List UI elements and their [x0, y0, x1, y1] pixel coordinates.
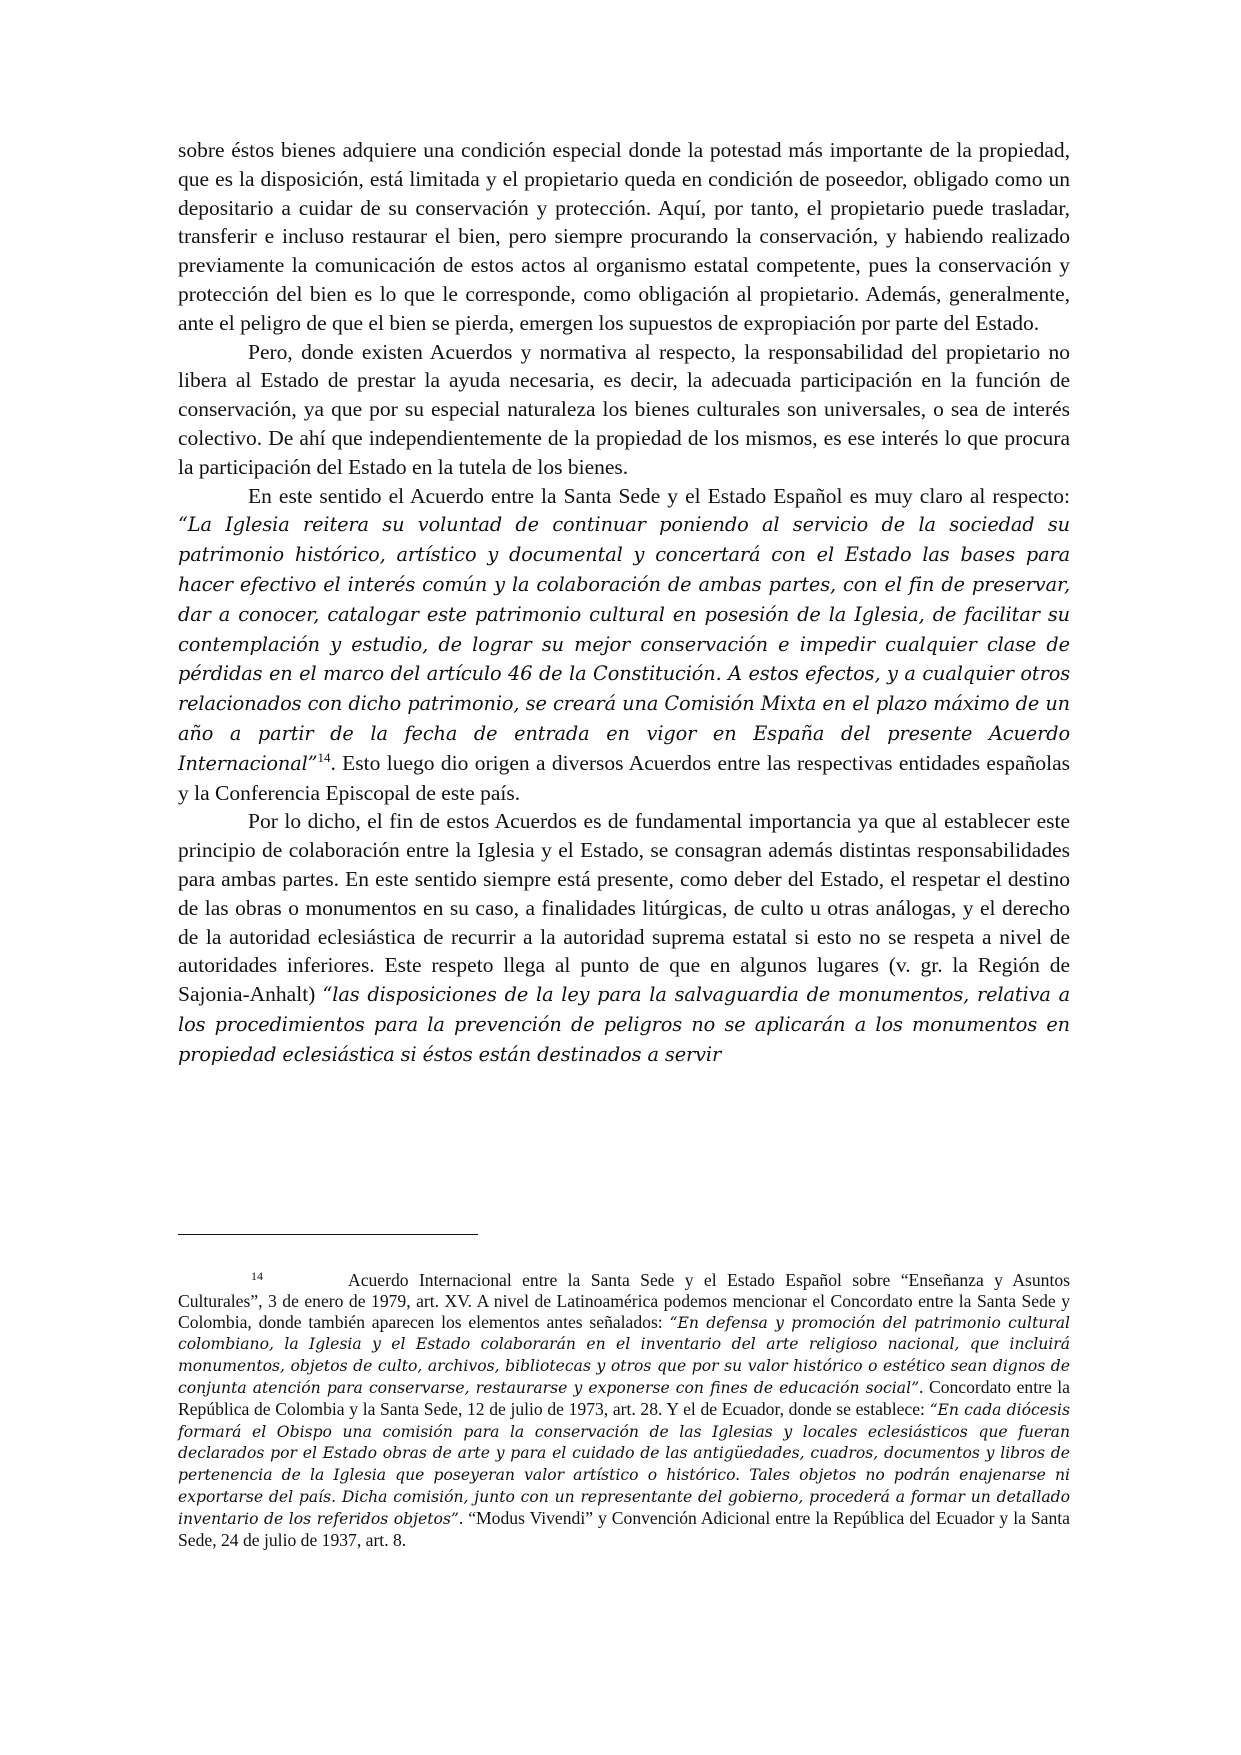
- law-quote: “las disposiciones de la ley para la salvaguardia de monumentos, relativa a los procedimientos para la prevención de peligros no se aplicarán a los monumentos en propiedad eclesiástica si éstos están destinados a servir: [178, 983, 1070, 1066]
- footnote-text-3: . “Modus Vivendi” y Convención Adicional entre la República del Ecuador y la Santa Sede, 24 de julio de 1937, art. 8.: [178, 1507, 1070, 1550]
- footnote-quote-colombia: “En defensa y promoción del patrimonio cultural colombiano, la Iglesia y el Estado colaborarán en el inventario del arte religioso nacional, que incluirá monumentos, objetos de culto, archivos, bibliotecas y otros que por su valor histórico o estético sean dignos de conjunta atención para conservarse, restaurarse y exponerse con fines de educación social”: [178, 1313, 1070, 1397]
- paragraph-3: [178, 482, 1070, 808]
- paragraph-3-lead: En este sentido el Acuerdo entre la Santa Sede y el Estado Español es muy claro al respecto:: [248, 483, 1070, 508]
- page-body: [178, 136, 1070, 1070]
- paragraph-4: [178, 807, 1070, 1069]
- footnote: 14 Acuerdo Internacional entre la Santa Sede y el Estado Español sobre “Enseñanza y Asuntos Culturales”, 3 de enero de 1979, art. XV. A nivel de Latinoamérica podemos mencionar el Concordato entre la Santa Sede y Colombia, donde también aparecen los elementos antes señalados: “En defensa y promoción del patrimonio cultural colombiano, la Iglesia y el Estado colaborarán en el inventario del arte religioso nacional, que incluirá monumentos, objetos de culto, archivos, bibliotecas y otros que por su valor histórico o estético sean dignos de conjunta atención para conservarse, restaurarse y exponerse con fines de educación social”. Concordato entre la República de Colombia y la Santa Sede, 12 de julio de 1973, art. 28. Y el de Ecuador, donde se establece: “En cada diócesis formará el Obispo una comisión para la conservación de las Iglesias y locales eclesiásticos que fueran declarados por el Estado obras de arte y para el cuidado de las antigüedades, cuadros, documentos y libros de pertenencia de la Iglesia que poseyeran valor artístico o histórico. Tales objetos no podrán enajenarse ni exportarse del país. Dicha comisión, junto con un representante del gobierno, procederá a formar un detallado inventario de los referidos objetos”. “Modus Vivendi” y Convención Adicional entre la República del Ecuador y la Santa Sede, 24 de julio de 1937, art. 8.: [178, 1269, 1070, 1550]
- footnote-text-1: Acuerdo Internacional entre la Santa Sede y el Estado Español sobre “Enseñanza y Asuntos Culturales”, 3 de enero de 1979, art. XV. A nivel de Latinoamérica podemos mencionar el Concordato entre la Santa Sede y Colombia, donde también aparecen los elementos antes señalados:: [178, 1270, 1070, 1332]
- footnote-separator: [178, 1234, 478, 1235]
- footnote-quote-ecuador: “En cada diócesis formará el Obispo una comisión para la conservación de las Iglesias y locales eclesiásticos que fueran declarados por el Estado obras de arte y para el cuidado de las antigüedades, cuadros, documentos y libros de pertenencia de la Iglesia que poseyeran valor artístico o histórico. Tales objetos no podrán enajenarse ni exportarse del país. Dicha comisión, junto con un representante del gobierno, procederá a formar un detallado inventario de los referidos objetos”: [178, 1400, 1070, 1528]
- footnote-reference[interactable]: 14: [317, 749, 331, 765]
- paragraph-1: sobre éstos bienes adquiere una condición especial donde la potestad más importante de la propiedad, que es la disposición, está limitada y el propietario queda en condición de poseedor, obligado como un depositario a cuidar de su conservación y protección. Aquí, por tanto, el propietario puede trasladar, transferir e incluso restaurar el bien, pero siempre procurando la conservación, y habiendo realizado previamente la comunicación de estos actos al organismo estatal competente, pues la conservación y protección del bien es lo que le corresponde, como obligación al propietario. Además, generalmente, ante el peligro de que el bien se pierda, emergen los supuestos de expropiación por parte del Estado.: [178, 138, 1070, 335]
- agreement-quote: “La Iglesia reitera su voluntad de continuar poniendo al servicio de la sociedad su patrimonio histórico, artístico y documental y concertará con el Estado las bases para hacer efectivo el interés común y la colaboración de ambas partes, con el fin de preservar, dar a conocer, catalogar este patrimonio cultural en posesión de la Iglesia, de facilitar su contemplación y estudio, de lograr su mejor conservación e impedir cualquier clase de pérdidas en el marco del artículo 46 de la Constitución. A estos efectos, y a cualquier otros relacionados con dicho patrimonio, se creará una Comisión Mixta en el plazo máximo de un año a partir de la fecha de entrada en vigor en España del presente Acuerdo Internacional”: [178, 513, 1070, 775]
- footnote-text-2: . Concordato entre la República de Colombia y la Santa Sede, 12 de julio de 1973, art. 28. Y el de Ecuador, donde se establece:: [178, 1376, 1070, 1419]
- paragraph-3-tail: . Esto luego dio origen a diversos Acuerdos entre las respectivas entidades españolas y la Conferencia Episcopal de este país.: [178, 750, 1070, 805]
- paragraph-4-lead: Por lo dicho, el fin de estos Acuerdos es de fundamental importancia ya que al establecer este principio de colaboración entre la Iglesia y el Estado, se consagran además distintas responsabilidades para ambas partes. En este sentido siempre está presente, como deber del Estado, el respetar el destino de las obras o monumentos en su caso, a finalidades litúrgicas, de culto u otras análogas, y el derecho de la autoridad eclesiástica de recurrir a la autoridad suprema estatal si esto no se respeta a nivel de autoridades inferiores. Este respeto llega al punto de que en algunos lugares (v. gr. la Región de Sajonia-Anhalt): [178, 809, 1070, 1007]
- paragraph-2: Pero, donde existen Acuerdos y normativa al respecto, la responsabilidad del propietario no libera al Estado de prestar la ayuda necesaria, es decir, la adecuada participación en la función de conservación, ya que por su especial naturaleza los bienes culturales son universales, o sea de interés colectivo. De ahí que independientemente de la propiedad de los mismos, es ese interés lo que procura la participación del Estado en la tutela de los bienes.: [178, 339, 1070, 479]
